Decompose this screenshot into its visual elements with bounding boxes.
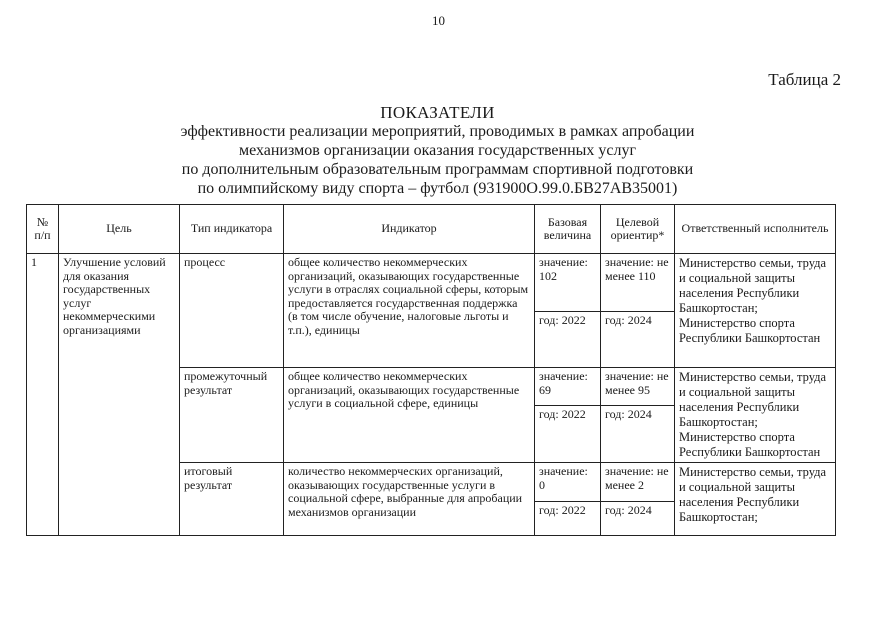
page-number: 10 bbox=[432, 13, 445, 28]
base-value: значение: 69 bbox=[535, 368, 601, 406]
indicator-text: количество некоммерческих организаций, оказывающих государственные услуги в социальной сфере, выбранные для апробации механизмов организации bbox=[284, 463, 535, 536]
indicator-type: процесс bbox=[180, 254, 284, 368]
document-heading bbox=[170, 103, 705, 198]
target-year: год: 2024 bbox=[601, 312, 675, 368]
indicator-type: промежуточный результат bbox=[180, 368, 284, 463]
heading-line: по дополнительным образовательным программам спортивной подготовки bbox=[181, 161, 694, 178]
heading-line: эффективности реализации мероприятий, проводимых в рамках апробации bbox=[180, 123, 695, 140]
goal-cell: Улучшение условий для оказания государственных услуг некоммерческими организациями bbox=[59, 254, 180, 536]
target-year: год: 2024 bbox=[601, 502, 675, 536]
responsible-executor: Министерство семьи, труда и социальной защиты населения Республики Башкортостан; Министерство спорта Республики Башкортостан bbox=[675, 254, 836, 368]
header-base: Базовая величина bbox=[535, 205, 601, 254]
target-year: год: 2024 bbox=[601, 406, 675, 463]
base-value: значение: 0 bbox=[535, 463, 601, 502]
responsible-executor: Министерство семьи, труда и социальной защиты населения Республики Башкортостан; bbox=[675, 463, 836, 536]
target-value: значение: не менее 2 bbox=[601, 463, 675, 502]
heading-line: по олимпийскому виду спорта – футбол (931900О.99.0.БВ27АВ35001) bbox=[197, 180, 678, 197]
indicator-type: итоговый результат bbox=[180, 463, 284, 536]
indicator-text: общее количество некоммерческих организаций, оказывающих государственные услуги в социальной сфере, единицы bbox=[284, 368, 535, 463]
base-year: год: 2022 bbox=[535, 406, 601, 463]
base-value: значение: 102 bbox=[535, 254, 601, 312]
header-indicator: Индикатор bbox=[284, 205, 535, 254]
table-label: Таблица 2 bbox=[768, 70, 841, 89]
indicators-table bbox=[26, 204, 836, 536]
heading-line: механизмов организации оказания государственных услуг bbox=[238, 142, 637, 159]
row-number: 1 bbox=[27, 254, 59, 536]
header-responsible: Ответственный исполнитель bbox=[675, 205, 836, 254]
table-header-row bbox=[27, 205, 836, 254]
header-goal: Цель bbox=[59, 205, 180, 254]
target-value: значение: не менее 95 bbox=[601, 368, 675, 406]
header-target: Целевой ориентир* bbox=[601, 205, 675, 254]
target-value: значение: не менее 110 bbox=[601, 254, 675, 312]
responsible-executor: Министерство семьи, труда и социальной защиты населения Республики Башкортостан; Министерство спорта Республики Башкортостан bbox=[675, 368, 836, 463]
header-num: № п/п bbox=[27, 205, 59, 254]
base-year: год: 2022 bbox=[535, 312, 601, 368]
table-row bbox=[27, 254, 836, 312]
indicator-text: общее количество некоммерческих организаций, оказывающих государственные услуги в отраслях социальной сферы, которым предоставляется государственная поддержка (в том числе обучение, налоговые льготы и т.п.), единицы bbox=[284, 254, 535, 368]
base-year: год: 2022 bbox=[535, 502, 601, 536]
heading-title: ПОКАЗАТЕЛИ bbox=[380, 103, 495, 122]
header-type: Тип индикатора bbox=[180, 205, 284, 254]
